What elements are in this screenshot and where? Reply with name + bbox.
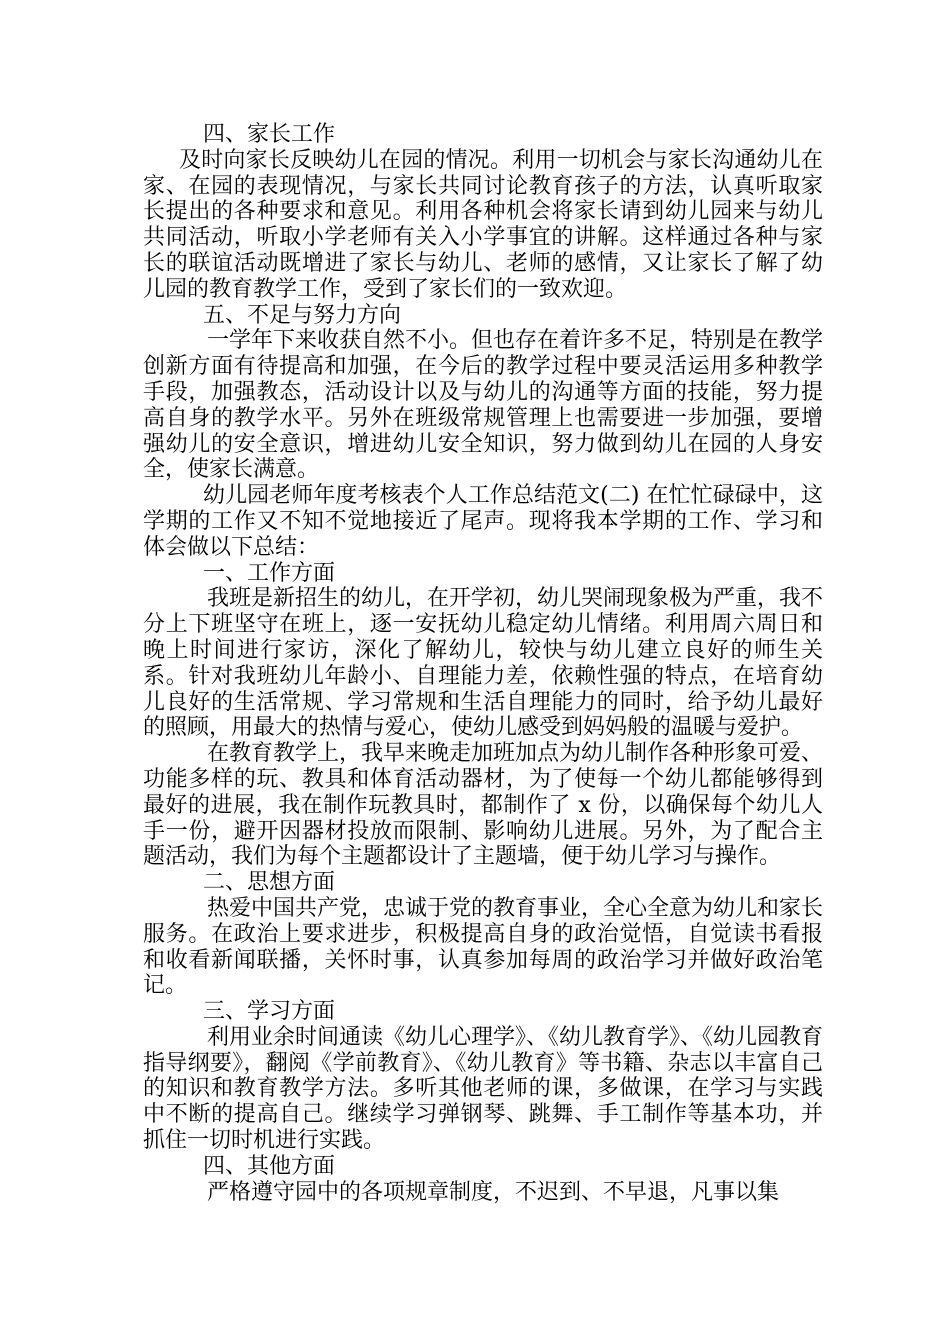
section-heading-ideology: 二、思想方面 bbox=[203, 870, 336, 896]
paragraph-other: 严格遵守园中的各项规章制度，不迟到、不早退，凡事以集 bbox=[207, 1179, 780, 1205]
paragraph-study: 利用业余时间通读《幼儿心理学》、《幼儿教育学》、《幼儿园教育指导纲要》，翻阅《学前教育》、《幼儿教育》等书籍、杂志以丰富自己的知识和教育教学方法。多听其他老师的课，多做课，在学习与实践中不断的提高自己。继续学习弹钢琴、跳舞、手工制作等基本功，并抓住一切时机进行实践。 bbox=[143, 1024, 824, 1154]
paragraph-work-2: 在教育教学上，我早来晚走加班加点为幼儿制作各种形象可爱、功能多样的玩、教具和体育活动器材，为了使每一个幼儿都能够得到最好的进展，我在制作玩教具时，都制作了 x 份，以确保每个幼儿人手一份，避开因器材投放而限制、影响幼儿进展。另外，为了配合主题活动，我们为每个主题都设计了主题墙，便于幼儿学习与操作。 bbox=[143, 741, 824, 870]
section-heading-study: 三、学习方面 bbox=[203, 999, 336, 1025]
document-body bbox=[143, 122, 823, 1205]
paragraph-work-1: 我班是新招生的幼儿，在开学初，幼儿哭闹现象极为严重，我不分上下班坚守在班上，逐一安抚幼儿稳定幼儿情绪。利用周六周日和晚上时间进行家访，深化了解幼儿，较快与幼儿建立良好的师生关系。针对我班幼儿年龄小、自理能力差，依赖性强的特点，在培育幼儿良好的生活常规、学习常规和生活自理能力的同时，给予幼儿最好的照顾，用最大的热情与爱心，使幼儿感受到妈妈般的温暖与爱护。 bbox=[143, 586, 824, 741]
section-heading-other: 四、其他方面 bbox=[203, 1153, 336, 1179]
paragraph-sample-two-intro: 幼儿园老师年度考核表个人工作总结范文(二) 在忙忙碌碌中，这学期的工作又不知不觉地接近了尾声。现将我本学期的工作、学习和体会做以下总结： bbox=[143, 483, 823, 560]
paragraph-parent-work: 及时向家长反映幼儿在园的情况。利用一切机会与家长沟通幼儿在家、在园的表现情况，与家长共同讨论教育孩子的方法，认真听取家长提出的各种要求和意见。利用各种机会将家长请到幼儿园来与幼儿共同活动，听取小学老师有关入小学事宜的讲解。这样通过各种与家长的联谊活动既增进了家长与幼儿、老师的感情，又让家长了解了幼儿园的教育教学工作，受到了家长们的一致欢迎。 bbox=[143, 147, 823, 302]
section-heading-shortcomings: 五、不足与努力方向 bbox=[203, 302, 402, 328]
section-heading-work: 一、工作方面 bbox=[203, 560, 336, 586]
section-heading-parent-work: 四、家长工作 bbox=[203, 122, 336, 147]
paragraph-shortcomings: 一学年下来收获自然不小。但也存在着许多不足，特别是在教学创新方面有待提高和加强，在今后的教学过程中要灵活运用多种教学手段，加强教态，活动设计以及与幼儿的沟通等方面的技能，努力提高自身的教学水平。另外在班级常规管理上也需要进一步加强，要增强幼儿的安全意识，增进幼儿安全知识，努力做到幼儿在园的人身安全，使家长满意。 bbox=[143, 328, 824, 483]
paragraph-ideology: 热爱中国共产党，忠诚于党的教育事业，全心全意为幼儿和家长服务。在政治上要求进步，积极提高自身的政治觉悟，自觉读书看报和收看新闻联播，关怀时事，认真参加每周的政治学习并做好政治笔记。 bbox=[143, 895, 824, 999]
